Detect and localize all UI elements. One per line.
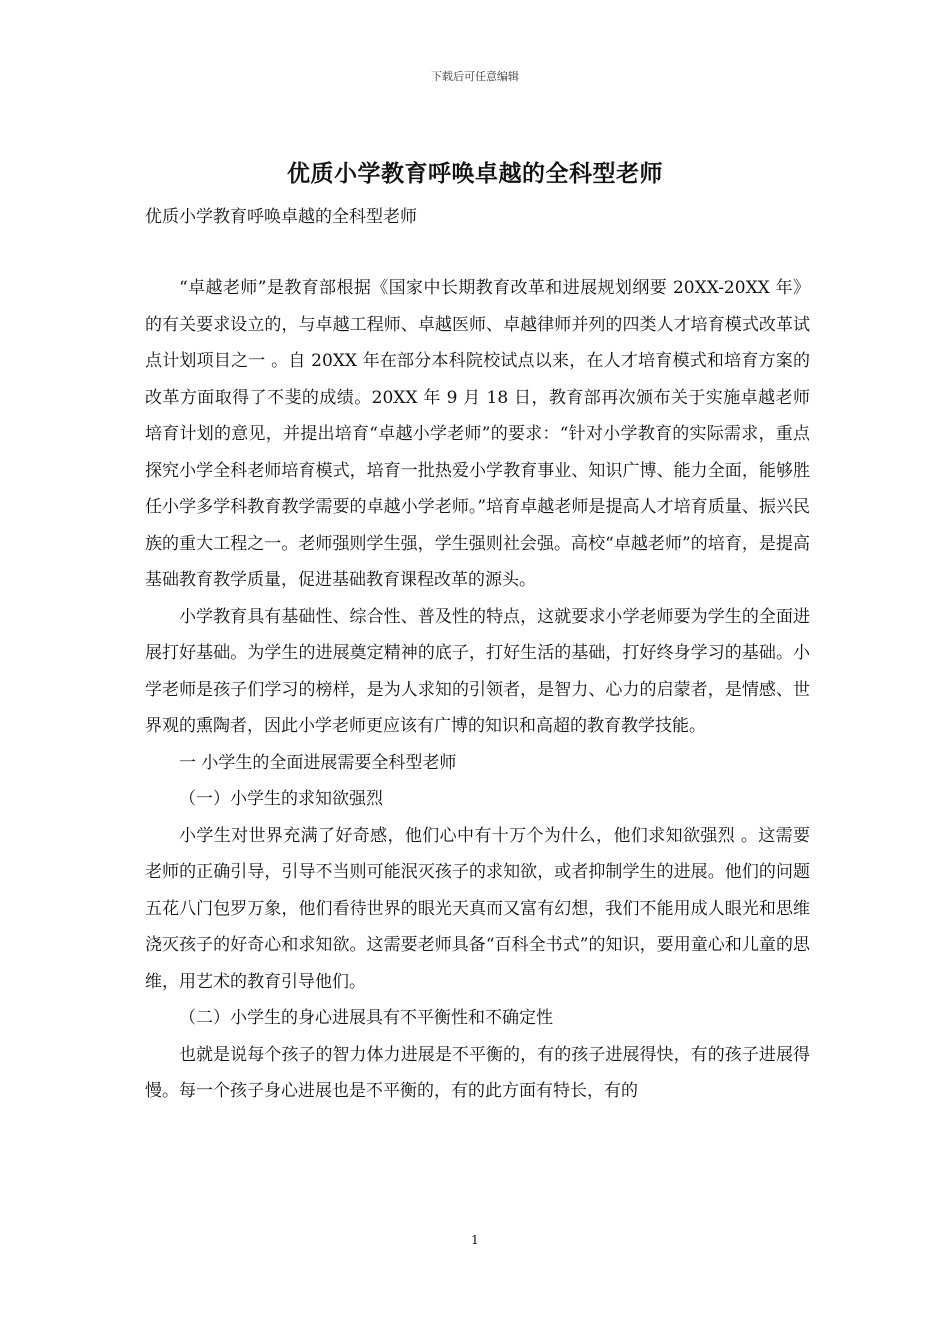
subsection-heading: （一）小学生的求知欲强烈 — [179, 789, 383, 809]
document-subtitle: 优质小学教育呼唤卓越的全科型老师 — [145, 207, 417, 227]
page-header: 下载后可任意编辑 — [431, 70, 519, 83]
document-title: 优质小学教育呼唤卓越的全科型老师 — [287, 160, 663, 187]
paragraph: 小学教育具有基础性、综合性、普及性的特点，这就要求小学老师要为学生的全面进展打好基础。为学生的进展奠定精神的底子，打好生活的基础，打好终身学习的基础。小学老师是孩子们学习的榜样，是为人求知的引领者，是智力、心力的启蒙者，是情感、世界观的熏陶者，因此小学老师更应该有广博的知识和高超的教育教学技能。 — [145, 606, 810, 736]
paragraph: “卓越老师”是教育部根据《国家中长期教育改革和进展规划纲要 20XX-20XX 年》 的有关要求设立的，与卓越工程师、卓越医师、卓越律师并列的四类人才培育模式改革试点计划项目之一 。自 20XX 年在部分本科院校试点以来，在人才培育模式和培育方案的改革方面取得了不斐的成绩。20XX 年 9 月 18 日，教育部再次颁布关于实施卓越老师培育计划的意见，并提出培育“卓越小学老师”的要求：“针对小学教育的实际需求，重点探究小学全科老师培育模式，培育一批热爱小学教育事业、知识广博、能力全面，能够胜任小学多学科教育教学需要的卓越小学老师。”培育卓越老师是提高人才培育质量、振兴民族的重大工程之一。老师强则学生强，学生强则社会强。高校“卓越老师”的培育，是提高基础教育教学质量，促进基础教育课程改革的源头。 — [145, 278, 810, 590]
paragraph: 也就是说每个孩子的智力体力进展是不平衡的，有的孩子进展得快，有的孩子进展得慢。每一个孩子身心进展也是不平衡的，有的此方面有特长，有的 — [145, 1044, 810, 1101]
section-heading: 一 小学生的全面进展需要全科型老师 — [179, 752, 457, 773]
document-body — [145, 270, 810, 1110]
paragraph: 小学生对世界充满了好奇感，他们心中有十万个为什么，他们求知欲强烈 。这需要老师的正确引导，引导不当则可能泯灭孩子的求知欲，或者抑制学生的进展。他们的问题五花八门包罗万象，他们看待世界的眼光天真而又富有幻想，我们不能用成人眼光和思维浇灭孩子的好奇心和求知欲。这需要老师具备“百科全书式”的知识，要用童心和儿童的思维，用艺术的教育引导他们。 — [145, 825, 810, 992]
subsection-heading: （二）小学生的身心进展具有不平衡性和不确定性 — [179, 1008, 553, 1028]
page-number: 1 — [471, 1233, 479, 1247]
